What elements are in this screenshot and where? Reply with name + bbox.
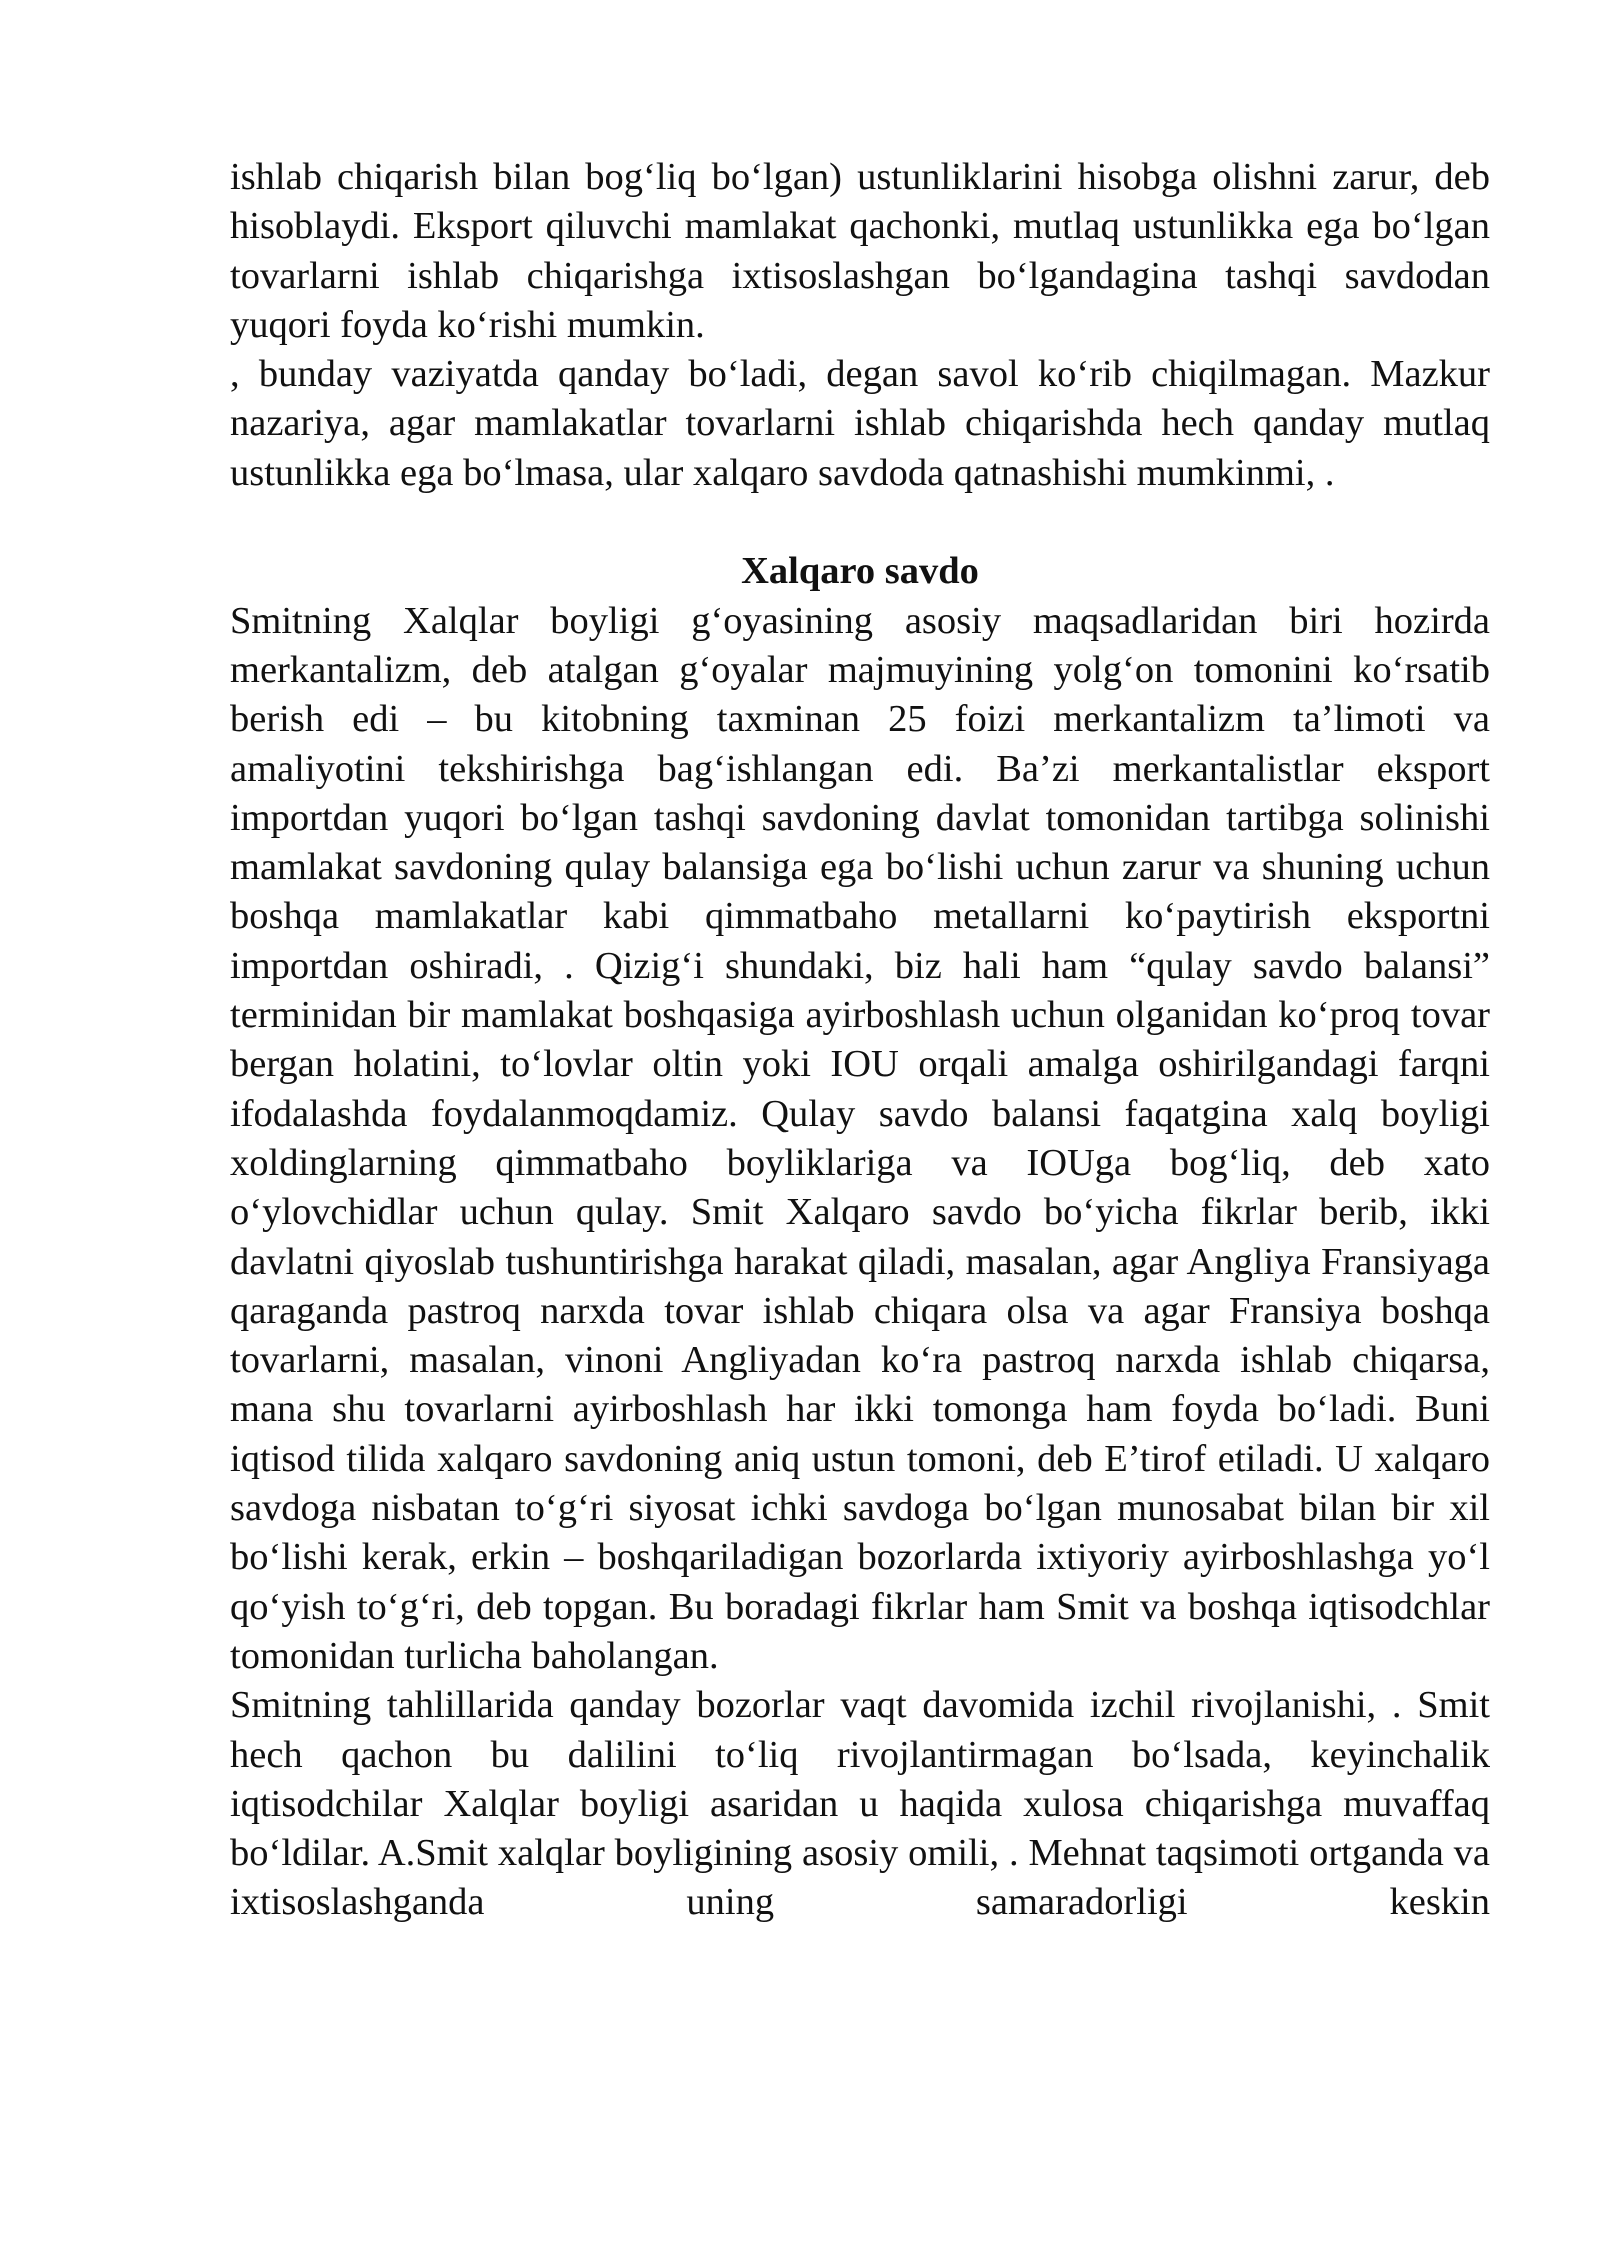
paragraph-body-2: Smitning tahlillarida qanday bozorlar vaqt davomida izchil rivojlanishi, . Smit hech qachon bu dalilini to‘liq rivojlantirmagan bo‘lsada, keyinchalik iqtisodchilar Xalqlar boyligi asaridan u haqida xulosa chiqarishga muvaffaq bo‘ldilar. A.Smit xalqlar boyligining asosiy omili, . Mehnat taqsimoti ortganda va ixtisoslashganda uning samaradorligi keskin: [230, 1684, 1490, 1924]
section-heading: Xalqaro savdo: [741, 550, 979, 593]
paragraph-body-1: Smitning Xalqlar boyligi g‘oyasining asosiy maqsadlaridan biri hozirda merkantalizm, deb atalgan g‘oyalar majmuyining yolg‘on tomonini ko‘rsatib berish edi – bu kitobning taxminan 25 foizi merkantalizm ta’limoti va amaliyotini tekshirishga bag‘ishlangan edi. Ba’zi merkantalistlar eksport importdan yuqori bo‘lgan tashqi savdoning davlat tomonidan tartibga solinishi mamlakat savdoning qulay balansiga ega bo‘lishi uchun zarur va shuning uchun boshqa mamlakatlar kabi qimmatbaho metallarni ko‘paytirish eksportni importdan oshiradi, . Qizig‘i shundaki, biz hali ham “qulay savdo balansi” terminidan bir mamlakat boshqasiga ayirboshlash uchun olganidan ko‘proq tovar bergan holatini, to‘lovlar oltin yoki IOU orqali amalga oshirilgandagi farqni ifodalashda foydalanmoqdamiz. Qulay savdo balansi faqatgina xalq boyligi xoldinglarning qimmatbaho boyliklariga va IOUga bog‘liq, deb xato o‘ylovchidlar uchun qulay. Smit Xalqaro savdo bo‘yicha fikrlar berib, ikki davlatni qiyoslab tushuntirishga harakat qiladi, masalan, agar Angliya Fransiyaga qaraganda pastroq narxda tovar ishlab chiqara olsa va agar Fransiya boshqa tovarlarni, masalan, vinoni Angliyadan ko‘ra pastroq narxda ishlab chiqarsa, mana shu tovarlarni ayirboshlash har ikki tomonga ham foyda bo‘ladi. Buni iqtisod tilida xalqaro savdoning aniq ustun tomoni, deb E’tirof etiladi. U xalqaro savdoga nisbatan to‘g‘ri siyosat ichki savdoga bo‘lgan munosabat bilan bir xil bo‘lishi kerak, erkin – boshqariladigan bozorlarda ixtiyoriy ayirboshlashga yo‘l qo‘yish to‘g‘ri, deb topgan. Bu boradagi fikrlar ham Smit va boshqa iqtisodchlar tomonidan turlicha baholangan.: [230, 599, 1490, 1677]
paragraph-spacer: [230, 498, 1490, 547]
paragraph-intro-2: , bunday vaziyatda qanday bo‘ladi, degan savol ko‘rib chiqilmagan. Mazkur nazariya, agar mamlakatlar tovarlarni ishlab chiqarishda hech qanday mutlaq ustunlikka ega bo‘lmasa, ular xalqaro savdoda qatnashishi mumkinmi, .: [230, 353, 1490, 494]
paragraph-intro-1: ishlab chiqarish bilan bog‘liq bo‘lgan) ustunliklarini hisobga olishni zarur, deb hisoblaydi. Eksport qiluvchi mamlakat qachonki, mutlaq ustunlikka ega bo‘lgan tovarlarni ishlab chiqarishga ixtisoslashgan bo‘lgandagina tashqi savdodan yuqori foyda ko‘rishi mumkin.: [230, 156, 1490, 346]
document-page: [230, 153, 1490, 1928]
